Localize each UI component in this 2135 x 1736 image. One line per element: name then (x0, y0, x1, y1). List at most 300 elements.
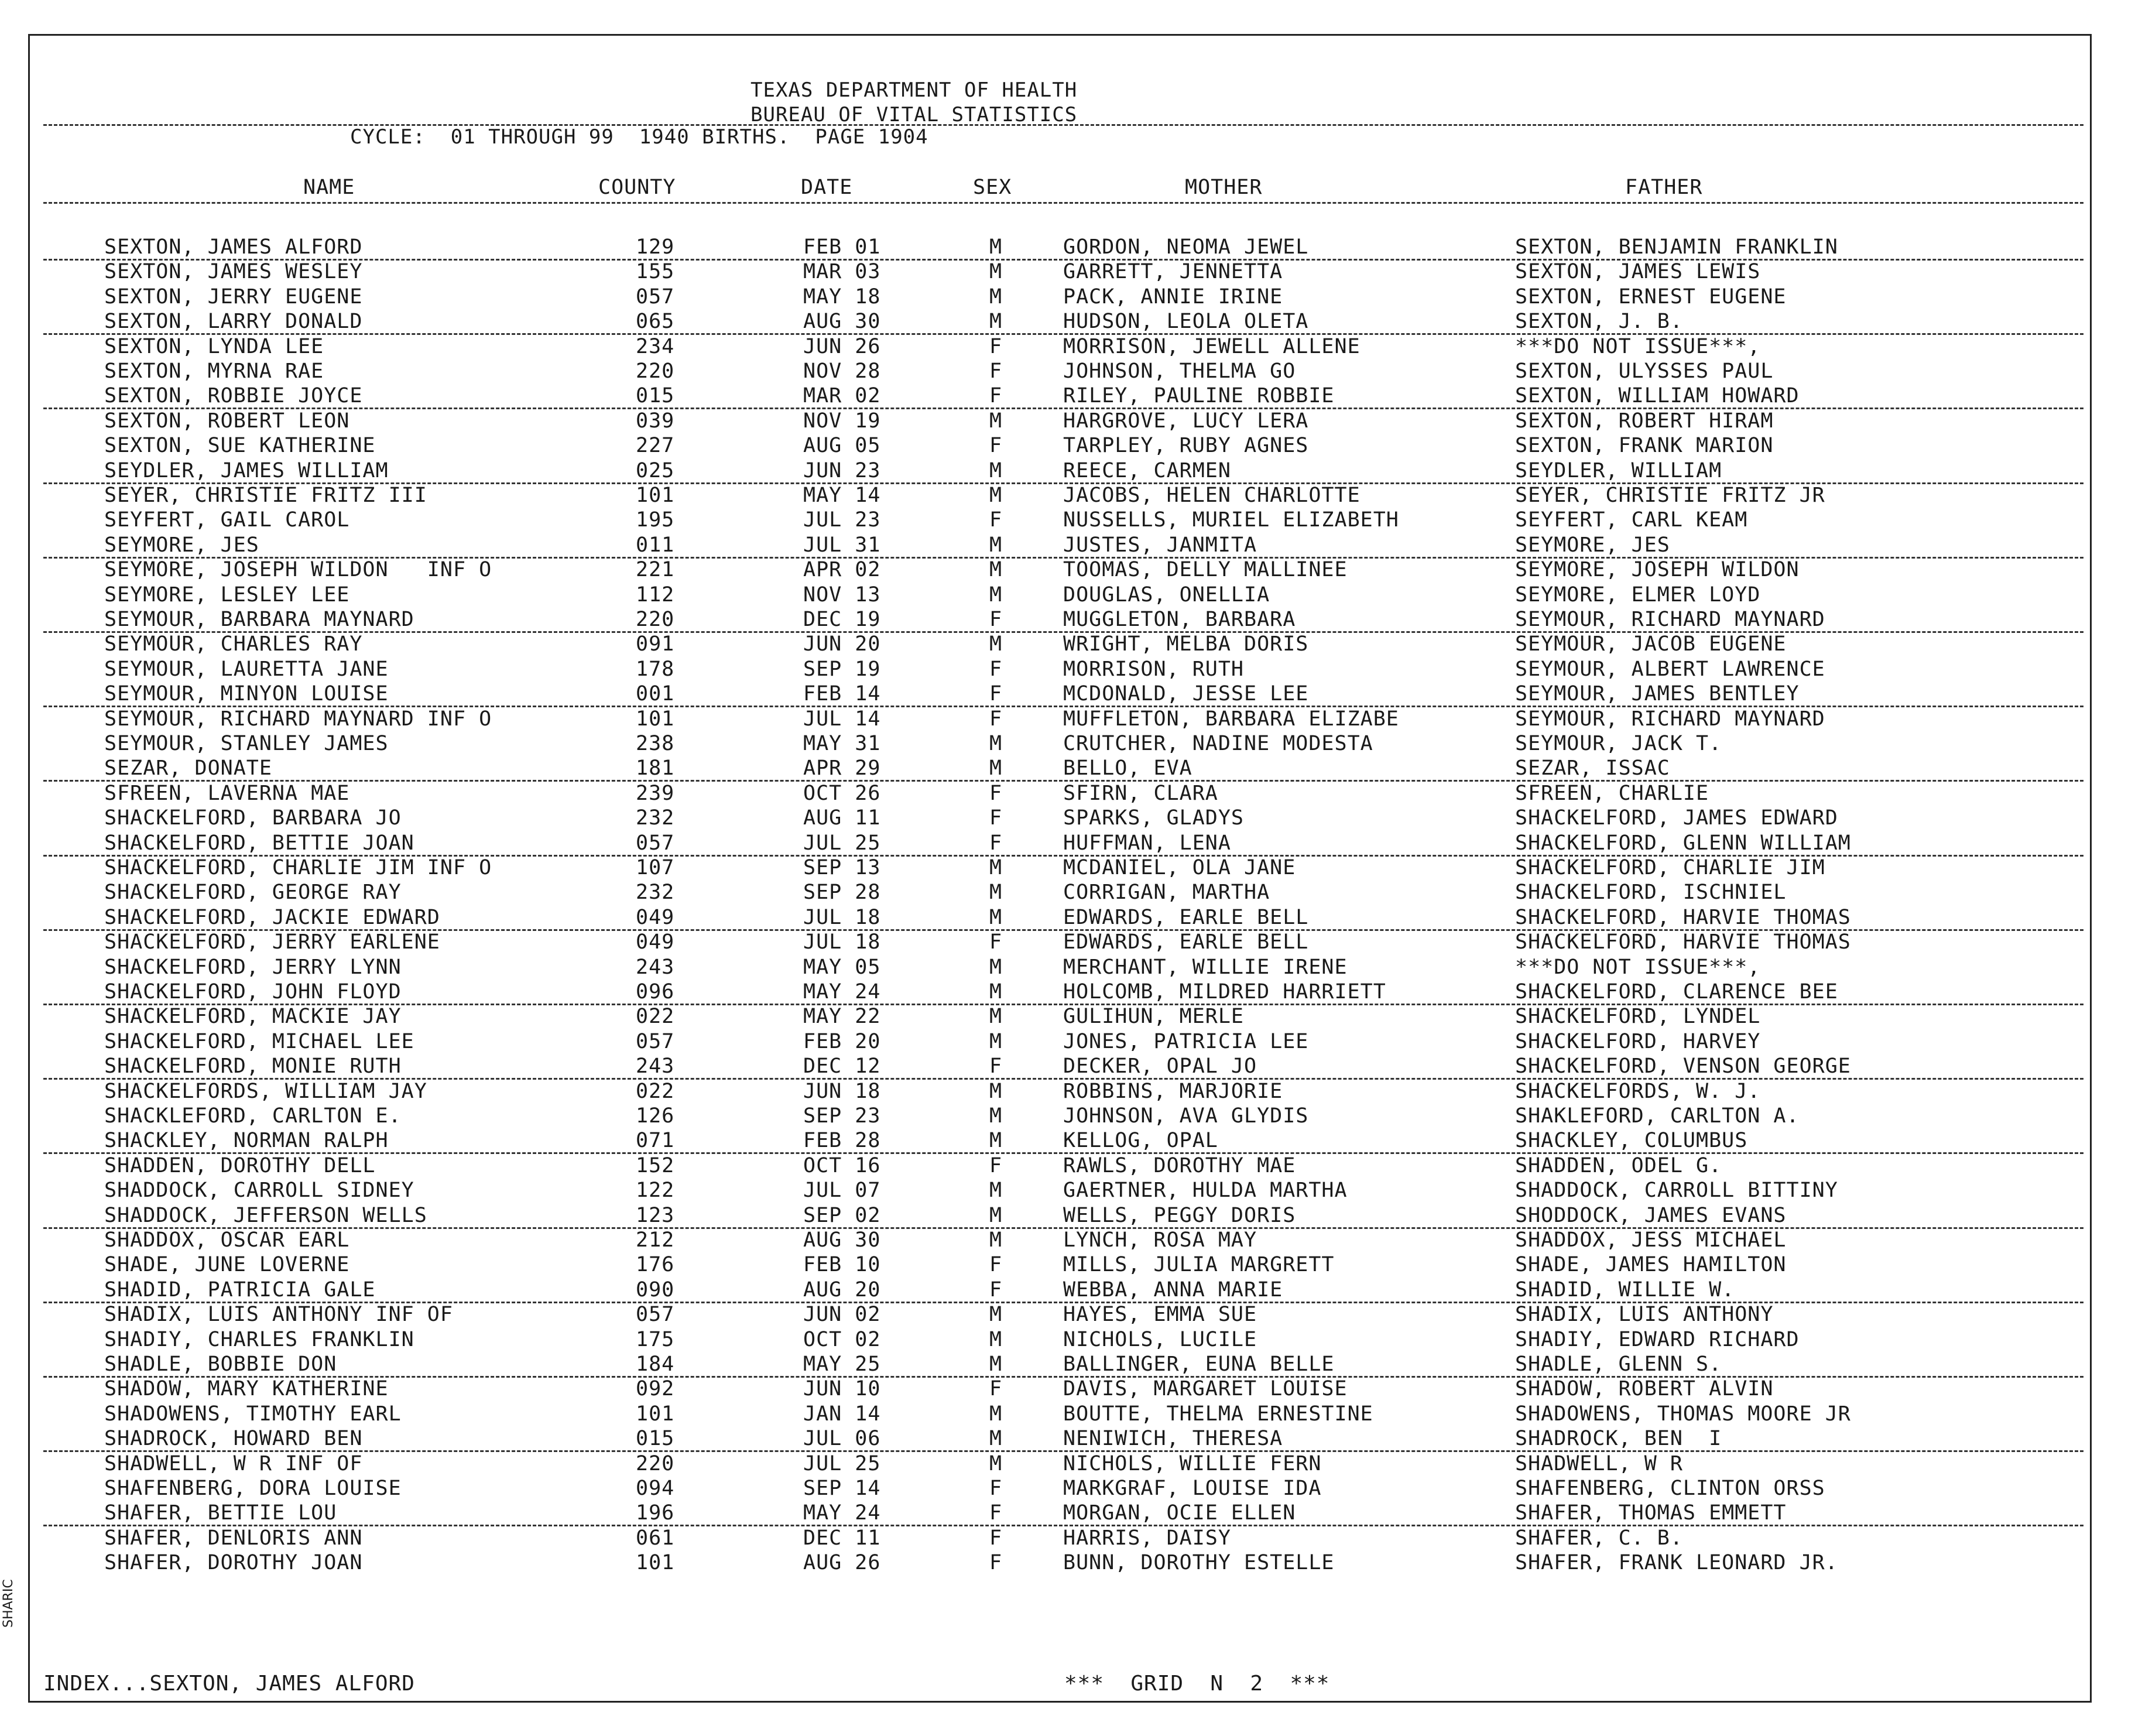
cell-name: SHACKELFORDS, WILLIAM JAY (104, 1079, 427, 1103)
cell-sex: F (989, 1253, 1003, 1277)
cell-mother: MCDONALD, JESSE LEE (1063, 682, 1309, 706)
cell-name: SHADIX, LUIS ANTHONY INF OF (104, 1303, 453, 1327)
cell-mother: JONES, PATRICIA LEE (1063, 1029, 1309, 1053)
cell-county: 071 (636, 1129, 675, 1153)
cell-father: SHACKELFORD, LYNDEL (1515, 1005, 1761, 1029)
cell-mother: EDWARDS, EARLE BELL (1063, 905, 1309, 929)
cell-mother: RAWLS, DOROTHY MAE (1063, 1153, 1296, 1177)
cell-sex: F (989, 781, 1003, 805)
cell-name: SEYMOUR, LAURETTA JANE (104, 657, 389, 681)
cell-county: 049 (636, 905, 675, 929)
cell-date: JUL 25 (803, 1451, 881, 1475)
column-header-county: COUNTY (598, 176, 676, 199)
cell-sex: M (989, 756, 1003, 780)
cell-county: 101 (636, 707, 675, 731)
cell-sex: M (989, 1427, 1003, 1451)
cell-father: SEXTON, ERNEST EUGENE (1515, 285, 1787, 309)
cell-sex: M (989, 583, 1003, 607)
cell-mother: MERCHANT, WILLIE IRENE (1063, 955, 1348, 979)
cell-name: SHACKELFORD, GEORGE RAY (104, 881, 402, 905)
cell-county: 232 (636, 881, 675, 905)
cell-father: SHAKLEFORD, CARLTON A. (1515, 1104, 1800, 1128)
cell-mother: JUSTES, JANMITA (1063, 533, 1257, 557)
cell-mother: JOHNSON, THELMA GO (1063, 359, 1296, 383)
cell-father: SHAFER, C. B. (1515, 1526, 1683, 1550)
cell-father: SHACKELFORD, GLENN WILLIAM (1515, 831, 1851, 855)
cell-father: SEXTON, WILLIAM HOWARD (1515, 384, 1800, 408)
cell-date: AUG 11 (803, 806, 881, 830)
cell-date: FEB 10 (803, 1253, 881, 1277)
cell-name: SHADDOCK, CARROLL SIDNEY (104, 1179, 414, 1203)
cell-county: 232 (636, 806, 675, 830)
cell-date: JUN 26 (803, 334, 881, 358)
cell-name: SHADDOCK, JEFFERSON WELLS (104, 1203, 427, 1227)
cell-father: SHADIX, LUIS ANTHONY (1515, 1303, 1774, 1327)
cell-county: 239 (636, 781, 675, 805)
cell-sex: F (989, 831, 1003, 855)
cell-sex: M (989, 1402, 1003, 1426)
cell-father: SHAFER, THOMAS EMMETT (1515, 1501, 1787, 1525)
cell-date: DEC 12 (803, 1054, 881, 1078)
cell-father: SEYDLER, WILLIAM (1515, 458, 1722, 482)
cell-father: SHADLE, GLENN S. (1515, 1352, 1722, 1376)
cell-mother: GAERTNER, HULDA MARTHA (1063, 1179, 1348, 1203)
cell-sex: M (989, 1029, 1003, 1053)
cell-name: SEXTON, JAMES WESLEY (104, 260, 363, 284)
cell-sex: M (989, 1352, 1003, 1376)
cell-name: SEXTON, ROBBIE JOYCE (104, 384, 363, 408)
cell-name: SHACKELFORD, JERRY LYNN (104, 955, 402, 979)
cell-father: SHACKELFORD, HARVIE THOMAS (1515, 930, 1851, 954)
cell-county: 039 (636, 409, 675, 433)
cell-mother: JOHNSON, AVA GLYDIS (1063, 1104, 1309, 1128)
cell-date: MAY 18 (803, 285, 881, 309)
cell-name: SHADDOX, OSCAR EARL (104, 1228, 350, 1252)
cell-county: 234 (636, 334, 675, 358)
column-header-date: DATE (801, 176, 853, 199)
cell-county: 091 (636, 632, 675, 656)
cell-mother: REECE, CARMEN (1063, 458, 1231, 482)
cell-father: SEYMORE, ELMER LOYD (1515, 583, 1761, 607)
cell-name: SHACKELFORD, JACKIE EDWARD (104, 905, 440, 929)
cell-county: 101 (636, 1551, 675, 1575)
cell-name: SEXTON, SUE KATHERINE (104, 434, 376, 458)
cell-mother: GULIHUN, MERLE (1063, 1005, 1245, 1029)
cell-mother: HUFFMAN, LENA (1063, 831, 1231, 855)
cell-name: SEXTON, LYNDA LEE (104, 334, 324, 358)
cell-date: SEP 28 (803, 881, 881, 905)
cell-date: MAR 02 (803, 384, 881, 408)
cell-date: OCT 26 (803, 781, 881, 805)
cell-mother: DOUGLAS, ONELLIA (1063, 583, 1270, 607)
cell-county: 057 (636, 285, 675, 309)
cell-name: SEYMOUR, MINYON LOUISE (104, 682, 389, 706)
cell-date: JUL 25 (803, 831, 881, 855)
cell-county: 015 (636, 384, 675, 408)
cell-mother: LYNCH, ROSA MAY (1063, 1228, 1257, 1252)
cell-sex: M (989, 1451, 1003, 1475)
cell-date: NOV 13 (803, 583, 881, 607)
cell-sex: F (989, 434, 1003, 458)
cell-mother: BELLO, EVA (1063, 756, 1192, 780)
cell-father: SEXTON, BENJAMIN FRANKLIN (1515, 235, 1838, 259)
cell-name: SHACKELFORD, JOHN FLOYD (104, 980, 402, 1004)
cell-name: SHACKELFORD, MONIE RUTH (104, 1054, 402, 1078)
cell-father: SHADDEN, ODEL G. (1515, 1153, 1722, 1177)
cell-county: 092 (636, 1377, 675, 1401)
cell-county: 022 (636, 1079, 675, 1103)
cell-county: 184 (636, 1352, 675, 1376)
cell-father: SEYMORE, JOSEPH WILDON (1515, 558, 1800, 582)
cell-sex: F (989, 1526, 1003, 1550)
cell-county: 057 (636, 831, 675, 855)
cell-date: SEP 02 (803, 1203, 881, 1227)
cell-sex: M (989, 1005, 1003, 1029)
cell-county: 243 (636, 1054, 675, 1078)
cell-father: SFREEN, CHARLIE (1515, 781, 1709, 805)
cell-name: SEYMORE, LESLEY LEE (104, 583, 350, 607)
cell-date: JUN 23 (803, 458, 881, 482)
cell-sex: M (989, 1079, 1003, 1103)
cell-father: SHAFER, FRANK LEONARD JR. (1515, 1551, 1838, 1575)
cell-county: 101 (636, 1402, 675, 1426)
cell-mother: MORRISON, JEWELL ALLENE (1063, 334, 1360, 358)
cell-mother: HOLCOMB, MILDRED HARRIETT (1063, 980, 1386, 1004)
cell-date: SEP 13 (803, 856, 881, 879)
cell-date: MAY 31 (803, 732, 881, 755)
cell-name: SHACKELFORD, CHARLIE JIM INF O (104, 856, 492, 879)
cell-county: 220 (636, 359, 675, 383)
cell-mother: MARKGRAF, LOUISE IDA (1063, 1477, 1322, 1500)
cell-date: JUN 20 (803, 632, 881, 656)
column-header-mother: MOTHER (1185, 176, 1263, 199)
cell-name: SHACKELFORD, MACKIE JAY (104, 1005, 402, 1029)
cell-county: 112 (636, 583, 675, 607)
cell-mother: PACK, ANNIE IRINE (1063, 285, 1283, 309)
header-rule (43, 124, 2083, 126)
cell-mother: NICHOLS, WILLIE FERN (1063, 1451, 1322, 1475)
column-header-rule (43, 202, 2083, 204)
cell-date: SEP 14 (803, 1477, 881, 1500)
cell-name: SHADDEN, DOROTHY DELL (104, 1153, 376, 1177)
cell-father: SEZAR, ISSAC (1515, 756, 1670, 780)
cell-father: SHACKLEY, COLUMBUS (1515, 1129, 1748, 1153)
cell-county: 126 (636, 1104, 675, 1128)
cell-mother: MORRISON, RUTH (1063, 657, 1245, 681)
column-header-sex: SEX (973, 176, 1012, 199)
cell-county: 220 (636, 1451, 675, 1475)
cell-name: SEZAR, DONATE (104, 756, 272, 780)
cell-name: SHADIY, CHARLES FRANKLIN (104, 1327, 414, 1351)
cell-father: SEXTON, JAMES LEWIS (1515, 260, 1761, 284)
cell-mother: DECKER, OPAL JO (1063, 1054, 1257, 1078)
cell-sex: M (989, 980, 1003, 1004)
cell-date: MAY 22 (803, 1005, 881, 1029)
cell-sex: F (989, 384, 1003, 408)
cell-date: OCT 16 (803, 1153, 881, 1177)
cell-sex: M (989, 533, 1003, 557)
cell-date: DEC 19 (803, 608, 881, 631)
cell-sex: F (989, 508, 1003, 532)
cell-father: SEYMOUR, ALBERT LAWRENCE (1515, 657, 1825, 681)
cell-sex: M (989, 1327, 1003, 1351)
cell-sex: M (989, 905, 1003, 929)
cell-mother: MCDANIEL, OLA JANE (1063, 856, 1296, 879)
cell-county: 227 (636, 434, 675, 458)
cell-mother: WRIGHT, MELBA DORIS (1063, 632, 1309, 656)
cell-county: 011 (636, 533, 675, 557)
cell-name: SFREEN, LAVERNA MAE (104, 781, 350, 805)
cell-father: SHADWELL, W R (1515, 1451, 1683, 1475)
cell-sex: M (989, 260, 1003, 284)
cell-name: SEXTON, LARRY DONALD (104, 310, 363, 334)
cell-date: JUL 23 (803, 508, 881, 532)
cell-name: SHADID, PATRICIA GALE (104, 1278, 376, 1302)
cell-mother: KELLOG, OPAL (1063, 1129, 1218, 1153)
cell-father: SHACKELFORD, CHARLIE JIM (1515, 856, 1825, 879)
cell-sex: F (989, 334, 1003, 358)
cell-mother: HARGROVE, LUCY LERA (1063, 409, 1309, 433)
cell-sex: M (989, 558, 1003, 582)
cell-father: SHADOWENS, THOMAS MOORE JR (1515, 1402, 1851, 1426)
cell-father: ***DO NOT ISSUE***, (1515, 334, 1761, 358)
cell-date: JUL 06 (803, 1427, 881, 1451)
cell-sex: M (989, 856, 1003, 879)
cell-name: SHAFER, DOROTHY JOAN (104, 1551, 363, 1575)
cell-mother: MUFFLETON, BARBARA ELIZABE (1063, 707, 1399, 731)
cell-name: SEYMOUR, RICHARD MAYNARD INF O (104, 707, 492, 731)
cell-father: SHACKELFORD, ISCHNIEL (1515, 881, 1787, 905)
cell-name: SEYMORE, JES (104, 533, 259, 557)
cell-mother: BOUTTE, THELMA ERNESTINE (1063, 1402, 1373, 1426)
cell-county: 090 (636, 1278, 675, 1302)
cell-name: SHACKELFORD, JERRY EARLENE (104, 930, 440, 954)
cell-county: 221 (636, 558, 675, 582)
cell-date: SEP 19 (803, 657, 881, 681)
cell-sex: F (989, 1477, 1003, 1500)
cell-name: SHADOW, MARY KATHERINE (104, 1377, 389, 1401)
cell-date: JUL 07 (803, 1179, 881, 1203)
cell-sex: M (989, 632, 1003, 656)
cell-father: SHACKELFORDS, W. J. (1515, 1079, 1761, 1103)
cell-date: MAR 03 (803, 260, 881, 284)
cell-mother: MUGGLETON, BARBARA (1063, 608, 1296, 631)
cell-mother: RILEY, PAULINE ROBBIE (1063, 384, 1335, 408)
cell-mother: CRUTCHER, NADINE MODESTA (1063, 732, 1373, 755)
cell-date: MAY 24 (803, 1501, 881, 1525)
cell-sex: M (989, 955, 1003, 979)
cell-county: 094 (636, 1477, 675, 1500)
cell-county: 022 (636, 1005, 675, 1029)
cell-county: 195 (636, 508, 675, 532)
cell-father: SHADOW, ROBERT ALVIN (1515, 1377, 1774, 1401)
cell-county: 107 (636, 856, 675, 879)
cell-county: 243 (636, 955, 675, 979)
cell-name: SEXTON, ROBERT LEON (104, 409, 350, 433)
cell-county: 175 (636, 1327, 675, 1351)
cell-mother: MORGAN, OCIE ELLEN (1063, 1501, 1296, 1525)
cell-date: MAY 25 (803, 1352, 881, 1376)
cell-date: MAY 14 (803, 484, 881, 507)
header-title: TEXAS DEPARTMENT OF HEALTH (750, 78, 1078, 102)
cell-mother: HARRIS, DAISY (1063, 1526, 1231, 1550)
cell-mother: TARPLEY, RUBY AGNES (1063, 434, 1309, 458)
cell-date: MAY 05 (803, 955, 881, 979)
cell-name: SHACKELFORD, BARBARA JO (104, 806, 402, 830)
cell-sex: M (989, 484, 1003, 507)
cell-father: SEYMORE, JES (1515, 533, 1670, 557)
cell-county: 001 (636, 682, 675, 706)
cell-sex: M (989, 310, 1003, 334)
cell-sex: F (989, 707, 1003, 731)
footer-index: INDEX...SEXTON, JAMES ALFORD (43, 1672, 415, 1696)
side-label: SHARIC (1, 1579, 16, 1628)
cell-sex: M (989, 1203, 1003, 1227)
cell-sex: F (989, 1377, 1003, 1401)
cell-county: 220 (636, 608, 675, 631)
cell-date: APR 02 (803, 558, 881, 582)
cell-name: SHAFER, DENLORIS ANN (104, 1526, 363, 1550)
cell-date: APR 29 (803, 756, 881, 780)
cell-date: AUG 26 (803, 1551, 881, 1575)
cell-county: 238 (636, 732, 675, 755)
cell-county: 176 (636, 1253, 675, 1277)
cell-father: SHADDOX, JESS MICHAEL (1515, 1228, 1787, 1252)
cell-mother: NUSSELLS, MURIEL ELIZABETH (1063, 508, 1399, 532)
cell-sex: M (989, 732, 1003, 755)
cell-sex: F (989, 682, 1003, 706)
cell-name: SHACKELFORD, MICHAEL LEE (104, 1029, 414, 1053)
cell-date: NOV 19 (803, 409, 881, 433)
cell-sex: M (989, 881, 1003, 905)
cell-father: SHAFENBERG, CLINTON ORSS (1515, 1477, 1825, 1500)
cell-sex: F (989, 1278, 1003, 1302)
cell-father: SHADID, WILLIE W. (1515, 1278, 1735, 1302)
cell-mother: SPARKS, GLADYS (1063, 806, 1245, 830)
cell-date: FEB 28 (803, 1129, 881, 1153)
cell-name: SEXTON, JERRY EUGENE (104, 285, 363, 309)
cell-sex: M (989, 1228, 1003, 1252)
column-header-father: FATHER (1625, 176, 1703, 199)
cell-mother: CORRIGAN, MARTHA (1063, 881, 1270, 905)
cell-father: SHACKELFORD, HARVEY (1515, 1029, 1761, 1053)
cell-name: SHADOWENS, TIMOTHY EARL (104, 1402, 402, 1426)
cell-mother: BUNN, DOROTHY ESTELLE (1063, 1551, 1335, 1575)
cell-date: JUL 31 (803, 533, 881, 557)
cell-mother: EDWARDS, EARLE BELL (1063, 930, 1309, 954)
cell-father: SHACKELFORD, VENSON GEORGE (1515, 1054, 1851, 1078)
cell-date: JUL 18 (803, 905, 881, 929)
cell-name: SHACKLEY, NORMAN RALPH (104, 1129, 389, 1153)
cell-sex: M (989, 1129, 1003, 1153)
cell-father: SHODDOCK, JAMES EVANS (1515, 1203, 1787, 1227)
cell-mother: ROBBINS, MARJORIE (1063, 1079, 1283, 1103)
cell-name: SHADE, JUNE LOVERNE (104, 1253, 350, 1277)
cell-sex: F (989, 608, 1003, 631)
cell-name: SHAFER, BETTIE LOU (104, 1501, 337, 1525)
cell-county: 015 (636, 1427, 675, 1451)
cell-sex: M (989, 1179, 1003, 1203)
cell-name: SHADROCK, HOWARD BEN (104, 1427, 363, 1451)
cell-father: SHADIY, EDWARD RICHARD (1515, 1327, 1800, 1351)
cell-county: 025 (636, 458, 675, 482)
cell-sex: F (989, 657, 1003, 681)
cell-sex: F (989, 359, 1003, 383)
cell-date: OCT 02 (803, 1327, 881, 1351)
cell-sex: F (989, 1501, 1003, 1525)
cell-mother: SFIRN, CLARA (1063, 781, 1218, 805)
footer-grid: *** GRID N 2 *** (1064, 1672, 1330, 1696)
cell-county: 178 (636, 657, 675, 681)
cell-sex: F (989, 930, 1003, 954)
cell-mother: HAYES, EMMA SUE (1063, 1303, 1257, 1327)
cell-father: SEYMOUR, JACOB EUGENE (1515, 632, 1787, 656)
cell-county: 065 (636, 310, 675, 334)
cell-name: SEYER, CHRISTIE FRITZ III (104, 484, 427, 507)
cell-mother: GORDON, NEOMA JEWEL (1063, 235, 1309, 259)
cell-name: SEYMOUR, CHARLES RAY (104, 632, 363, 656)
cell-mother: MILLS, JULIA MARGRETT (1063, 1253, 1335, 1277)
cell-father: SEYMOUR, JAMES BENTLEY (1515, 682, 1800, 706)
cell-date: AUG 30 (803, 1228, 881, 1252)
cell-sex: M (989, 458, 1003, 482)
cell-mother: WELLS, PEGGY DORIS (1063, 1203, 1296, 1227)
cell-mother: JACOBS, HELEN CHARLOTTE (1063, 484, 1360, 507)
cell-name: SHADWELL, W R INF OF (104, 1451, 363, 1475)
cell-sex: M (989, 409, 1003, 433)
cell-father: SHADE, JAMES HAMILTON (1515, 1253, 1787, 1277)
cell-date: FEB 14 (803, 682, 881, 706)
cell-county: 061 (636, 1526, 675, 1550)
cell-mother: DAVIS, MARGARET LOUISE (1063, 1377, 1348, 1401)
cell-name: SHACKLEFORD, CARLTON E. (104, 1104, 402, 1128)
cell-father: SEYMOUR, RICHARD MAYNARD (1515, 707, 1825, 731)
cell-name: SEYMORE, JOSEPH WILDON INF O (104, 558, 492, 582)
cell-father: SEYFERT, CARL KEAM (1515, 508, 1748, 532)
cell-date: JUL 18 (803, 930, 881, 954)
cell-father: SHADROCK, BEN I (1515, 1427, 1722, 1451)
cell-sex: M (989, 1303, 1003, 1327)
cell-name: SEYDLER, JAMES WILLIAM (104, 458, 389, 482)
cell-name: SEXTON, MYRNA RAE (104, 359, 324, 383)
cell-county: 101 (636, 484, 675, 507)
cell-father: SHACKELFORD, CLARENCE BEE (1515, 980, 1838, 1004)
cell-date: JUN 10 (803, 1377, 881, 1401)
cell-date: NOV 28 (803, 359, 881, 383)
cell-county: 181 (636, 756, 675, 780)
cell-name: SEYFERT, GAIL CAROL (104, 508, 350, 532)
cell-county: 057 (636, 1029, 675, 1053)
cell-father: ***DO NOT ISSUE***, (1515, 955, 1761, 979)
header-subtitle: BUREAU OF VITAL STATISTICS (750, 103, 1078, 126)
cell-father: SEXTON, J. B. (1515, 310, 1683, 334)
cell-father: SEXTON, FRANK MARION (1515, 434, 1774, 458)
cell-mother: HUDSON, LEOLA OLETA (1063, 310, 1309, 334)
cell-date: FEB 01 (803, 235, 881, 259)
cell-sex: M (989, 235, 1003, 259)
cell-sex: F (989, 1153, 1003, 1177)
cell-county: 212 (636, 1228, 675, 1252)
cell-county: 129 (636, 235, 675, 259)
cell-name: SEXTON, JAMES ALFORD (104, 235, 363, 259)
cell-father: SEXTON, ULYSSES PAUL (1515, 359, 1774, 383)
cell-date: FEB 20 (803, 1029, 881, 1053)
cell-county: 123 (636, 1203, 675, 1227)
cell-name: SHADLE, BOBBIE DON (104, 1352, 337, 1376)
cell-date: SEP 23 (803, 1104, 881, 1128)
cell-county: 152 (636, 1153, 675, 1177)
cell-father: SEYMOUR, RICHARD MAYNARD (1515, 608, 1825, 631)
